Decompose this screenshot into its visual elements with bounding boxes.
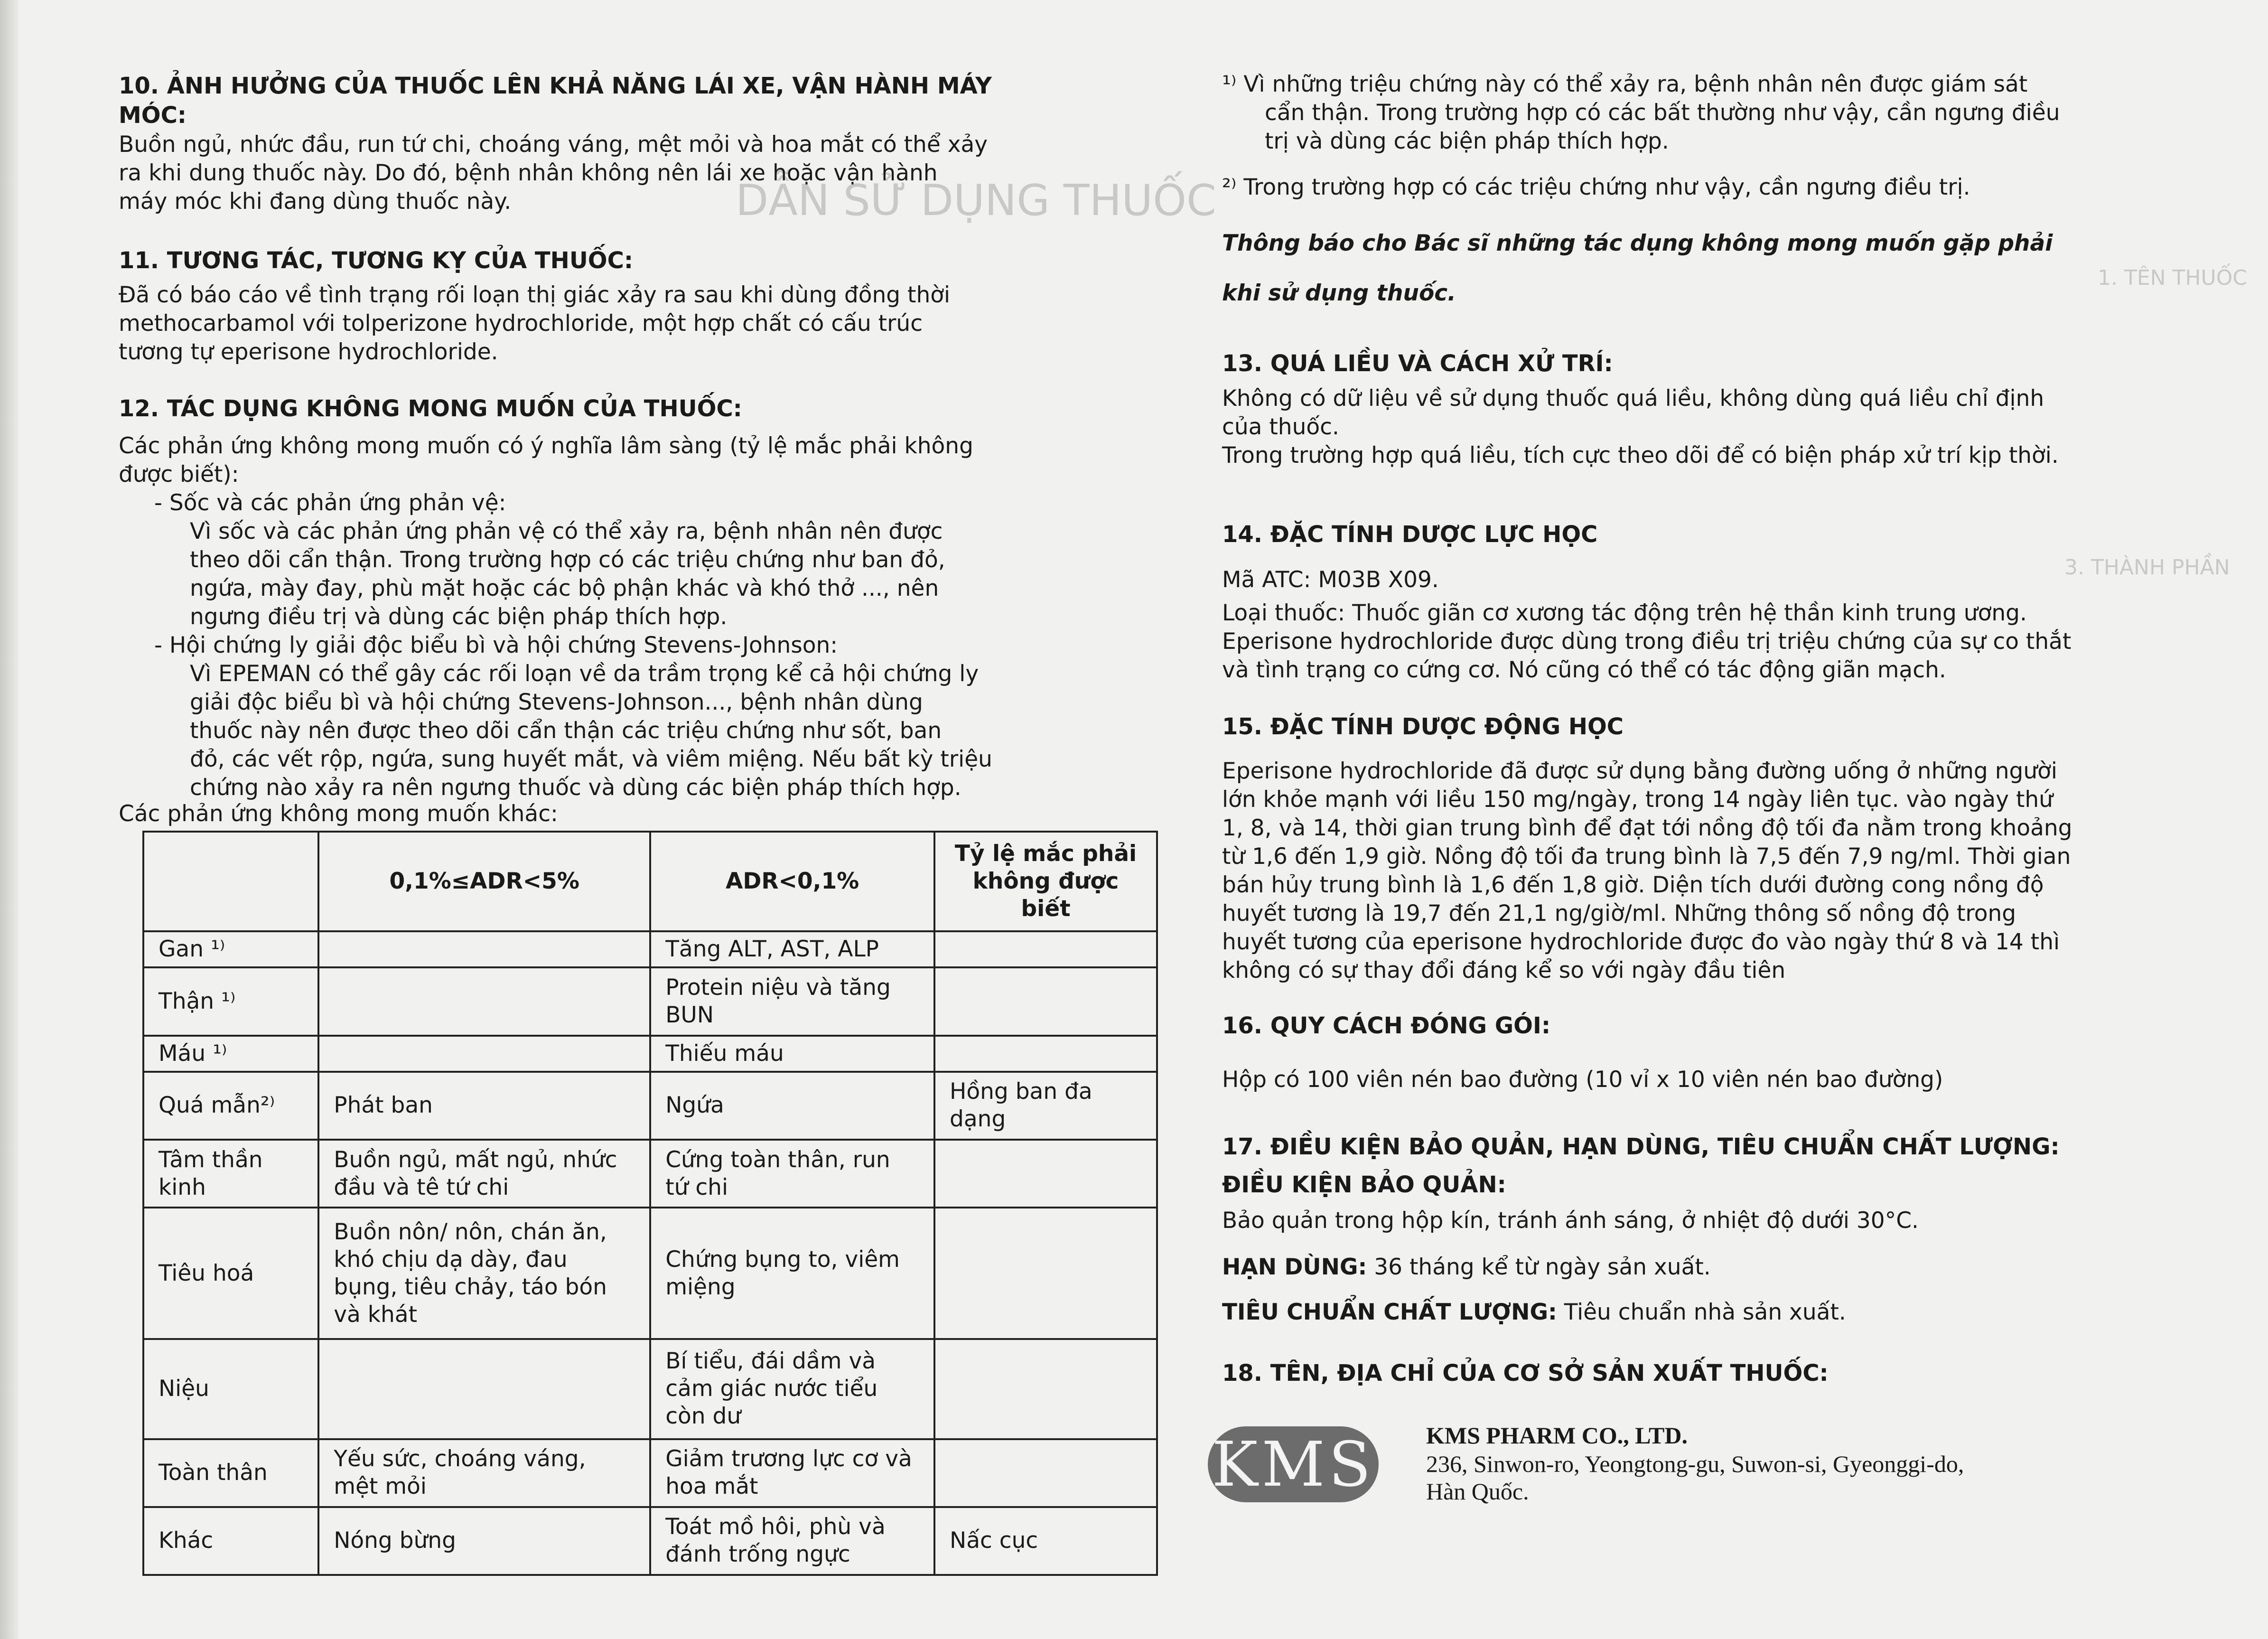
section-11-body: Đã có báo cáo về tình trạng rối loạn thị giác xảy ra sau khi dùng đồng thời methocarbamol với tolperizone hydrochloride, một hợp chất có cấu trúc tương tự eperisone hydrochloride. (119, 282, 951, 365)
table-cell: Tăng ALT, AST, ALP (650, 931, 934, 967)
table-cell: Yếu sức, choáng váng, mệt mỏi (318, 1439, 650, 1507)
table-cell (934, 931, 1157, 967)
table-cell (318, 967, 650, 1035)
table-header-cell: 0,1%≤ADR<5% (318, 832, 650, 931)
table-cell: Quá mẫn²⁾ (143, 1072, 318, 1140)
section-13-title: 13. QUÁ LIỀU VÀ CÁCH XỬ TRÍ: (1222, 350, 1613, 377)
atc-code: Mã ATC: M03B X09. (1222, 567, 1439, 593)
table-cell: Chứng bụng to, viêm miệng (650, 1208, 934, 1339)
quality-label: TIÊU CHUẨN CHẤT LƯỢNG: (1222, 1299, 1557, 1325)
table-row (143, 1439, 1157, 1507)
section-14-title: 14. ĐẶC TÍNH DƯỢC LỰC HỌC (1222, 521, 1598, 548)
bullet-sjs-body: Vì EPEMAN có thể gây các rối loạn về da trầm trọng kể cả hội chứng ly giải độc biểu bì và hội chứng Stevens-Johnson..., bệnh nhân dùng thuốc này nên được theo dõi cẩn thận các triệu chứng như sốt, ban đỏ, các vết rộp, ngứa, sung huyết mắt, và viêm miệng. Nếu bất kỳ triệu chứng nào xảy ra nên ngưng thuốc và dùng các biện pháp thích hợp. (190, 661, 992, 801)
table-cell: Cứng toàn thân, run tứ chi (650, 1140, 934, 1208)
table-cell (318, 931, 650, 967)
paper-fold-shadow (0, 0, 19, 1639)
bleed-through-text: 3. THÀNH PHẦN (2064, 555, 2230, 580)
footnote-1: ¹⁾ Vì những triệu chứng này có thể xảy ra, bệnh nhân nên được giám sát cẩn thận. Trong trường hợp có các bất thường như vậy, cần ngưng điều trị và dùng các biện pháp thích hợp. (1222, 71, 2060, 154)
footnote-2: ²⁾ Trong trường hợp có các triệu chứng như vậy, cần ngưng điều trị. (1222, 174, 1970, 200)
table-cell (934, 1036, 1157, 1072)
section-11-title: 11. TƯƠNG TÁC, TƯƠNG KỴ CỦA THUỐC: (119, 247, 634, 274)
section-13-body: Không có dữ liệu về sử dụng thuốc quá liều, không dùng quá liều chỉ định của thuốc. Trong trường hợp quá liều, tích cực theo dõi để có biện pháp xử trí kịp thời. (1222, 385, 2059, 468)
table-row (143, 1339, 1157, 1439)
bleed-through-text: DẪN SỬ DỤNG THUỐC (736, 176, 1216, 225)
storage-label: ĐIỀU KIỆN BẢO QUẢN: (1222, 1171, 1506, 1198)
table-header-row (143, 832, 1157, 931)
storage-text: Bảo quản trong hộp kín, tránh ánh sáng, ở nhiệt độ dưới 30°C. (1222, 1208, 1919, 1234)
quality-line (1222, 1298, 1846, 1327)
table-cell: Khác (143, 1507, 318, 1575)
expiry-line (1222, 1253, 1711, 1282)
table-row (143, 1140, 1157, 1208)
table-row (143, 1036, 1157, 1072)
table-row (143, 1072, 1157, 1140)
other-reactions-label: Các phản ứng không mong muốn khác: (119, 801, 558, 827)
section-14-body: Loại thuốc: Thuốc giãn cơ xương tác động trên hệ thần kinh trung ương. Eperisone hydrochloride được dùng trong điều trị triệu chứng của sự co thắt và tình trạng co cứng cơ. Nó cũng có thể có tác động giãn mạch. (1222, 600, 2072, 683)
quality-text: Tiêu chuẩn nhà sản xuất. (1557, 1299, 1846, 1325)
table-header-cell: ADR<0,1% (650, 832, 934, 931)
table-cell: Tiêu hoá (143, 1208, 318, 1339)
table-header-cell (143, 832, 318, 931)
expiry-text: 36 tháng kể từ ngày sản xuất. (1367, 1254, 1711, 1280)
section-17-title: 17. ĐIỀU KIỆN BẢO QUẢN, HẠN DÙNG, TIÊU CHUẨN CHẤT LƯỢNG: (1222, 1133, 2060, 1160)
table-cell (934, 1439, 1157, 1507)
company-address: 236, Sinwon-ro, Yeongtong-gu, Suwon-si, Gyeonggi-do, Hàn Quốc. (1426, 1451, 1964, 1505)
table-cell: Toát mồ hôi, phù và đánh trống ngực (650, 1507, 934, 1575)
section-16-title: 16. QUY CÁCH ĐÓNG GÓI: (1222, 1012, 1551, 1039)
section-18-title: 18. TÊN, ĐỊA CHỈ CỦA CƠ SỞ SẢN XUẤT THUỐC: (1222, 1360, 1829, 1386)
section-10-body: Buồn ngủ, nhức đầu, run tứ chi, choáng váng, mệt mỏi và hoa mắt có thể xảy ra khi dung thuốc này. Do đó, bệnh nhân không nên lái xe hoặc vận hành máy móc khi đang dùng thuốc này. (119, 131, 988, 215)
table-header-cell: Tỷ lệ mắc phải không được biết (934, 832, 1157, 931)
section-10-title: 10. ẢNH HƯỞNG CỦA THUỐC LÊN KHẢ NĂNG LÁI XE, VẬN HÀNH MÁY MÓC: (119, 73, 992, 129)
table-cell (934, 1140, 1157, 1208)
table-cell: Tâm thần kinh (143, 1140, 318, 1208)
table-cell: Ngứa (650, 1072, 934, 1140)
section-12-title: 12. TÁC DỤNG KHÔNG MONG MUỐN CỦA THUỐC: (119, 395, 742, 422)
table-cell (318, 1339, 650, 1439)
table-cell (934, 967, 1157, 1035)
expiry-label: HẠN DÙNG: (1222, 1254, 1367, 1280)
table-cell (934, 1208, 1157, 1339)
table-cell: Niệu (143, 1339, 318, 1439)
table-cell: Thiếu máu (650, 1036, 934, 1072)
section-15-title: 15. ĐẶC TÍNH DƯỢC ĐỘNG HỌC (1222, 713, 1624, 740)
table-cell: Thận ¹⁾ (143, 967, 318, 1035)
table-cell: Máu ¹⁾ (143, 1036, 318, 1072)
kms-logo: KMS (1208, 1426, 1379, 1502)
table-cell: Phát ban (318, 1072, 650, 1140)
section-15-body: Eperisone hydrochloride đã được sử dụng bằng đường uống ở những người lớn khỏe mạnh với liều 150 mg/ngày, trong 14 ngày liên tục. vào ngày thứ 1, 8, và 14, thời gian trung bình để đạt tới nồng độ tối đa nằm trong khoảng từ 1,6 đến 1,9 giờ. Nồng độ tối đa trung bình là 7,5 đến 7,9 ng/ml. Thời gian bán hủy trung bình là 1,6 đến 1,8 giờ. Diện tích dưới đường cong nồng độ huyết tương là 19,7 đến 21,1 ng/giờ/ml. Những thông số nồng độ trong huyết tương của eperisone hydrochloride được đo vào ngày thứ 8 và 14 thì không có sự thay đổi đáng kể so với ngày đầu tiên (1222, 758, 2072, 983)
table-cell: Toàn thân (143, 1439, 318, 1507)
bullet-sjs-head: - Hội chứng ly giải độc biểu bì và hội chứng Stevens-Johnson: (154, 632, 838, 658)
table-row (143, 1507, 1157, 1575)
notice-report-to-doctor: Thông báo cho Bác sĩ những tác dụng không mong muốn gặp phải khi sử dụng thuốc. (1222, 230, 2053, 306)
table-row (143, 1208, 1157, 1339)
table-row (143, 931, 1157, 967)
table-cell: Giảm trương lực cơ và hoa mắt (650, 1439, 934, 1507)
bleed-through-text: 1. TÊN THUỐC (2098, 266, 2248, 290)
bullet-anaphylaxis-head: - Sốc và các phản ứng phản vệ: (154, 490, 506, 516)
table-cell (318, 1036, 650, 1072)
section-12-intro: Các phản ứng không mong muốn có ý nghĩa lâm sàng (tỷ lệ mắc phải không được biết): (119, 433, 973, 487)
table-cell (934, 1339, 1157, 1439)
table-cell: Hồng ban đa dạng (934, 1072, 1157, 1140)
adverse-reactions-table (142, 831, 1158, 1576)
company-name: KMS PHARM CO., LTD. (1426, 1422, 1688, 1449)
table-cell: Buồn ngủ, mất ngủ, nhức đầu và tê tứ chi (318, 1140, 650, 1208)
bullet-anaphylaxis-body: Vì sốc và các phản ứng phản vệ có thể xảy ra, bệnh nhân nên được theo dõi cẩn thận. Trong trường hợp có các triệu chứng như ban đỏ, ngứa, mày đay, phù mặt hoặc các bộ phận khác và khó thở ..., nên ngưng điều trị và dùng các biện pháp thích hợp. (190, 518, 945, 630)
table-cell: Gan ¹⁾ (143, 931, 318, 967)
table-cell: Protein niệu và tăng BUN (650, 967, 934, 1035)
table-cell: Bí tiểu, đái dầm và cảm giác nước tiểu còn dư (650, 1339, 934, 1439)
table-cell: Nóng bừng (318, 1507, 650, 1575)
table-cell: Buồn nôn/ nôn, chán ăn, khó chịu dạ dày, đau bụng, tiêu chảy, táo bón và khát (318, 1208, 650, 1339)
table-row (143, 967, 1157, 1035)
section-16-body: Hộp có 100 viên nén bao đường (10 vỉ x 10 viên nén bao đường) (1222, 1067, 1943, 1093)
table-cell: Nấc cục (934, 1507, 1157, 1575)
